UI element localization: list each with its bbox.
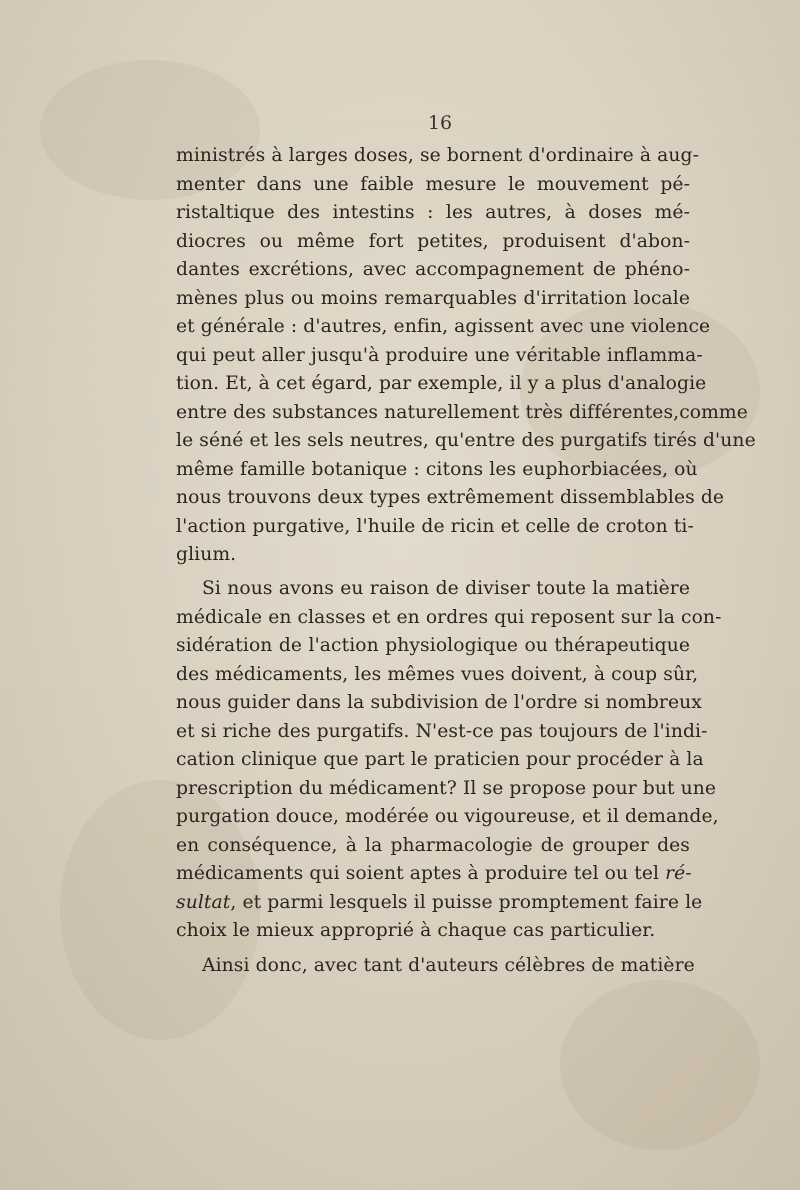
paragraph-1: [176, 142, 756, 570]
text-line: qui peut aller jusqu'à produire une véritable inflamma-: [176, 344, 703, 366]
text-line: même famille botanique : citons les euphorbiacées, où: [176, 458, 698, 480]
text-line: Ainsi donc, avec tant d'auteurs célèbres de matière: [202, 955, 695, 976]
text-line: ristaltique des intestins : les autres, à doses mé-: [176, 202, 690, 223]
text-line: l'action purgative, l'huile de ricin et celle de croton ti-: [176, 515, 694, 537]
text-line: dantes excrétions, avec accompagnement de phéno-: [176, 259, 690, 280]
paragraph-3: [176, 952, 695, 981]
text-line-with-italic: [176, 860, 690, 889]
text-line: en conséquence, à la pharmacologie de grouper des: [176, 834, 690, 856]
paper-stain: [560, 980, 760, 1150]
text-line: mènes plus ou moins remarquables d'irritation locale: [176, 287, 690, 309]
text-line: et générale : d'autres, enfin, agissent avec une violence: [176, 316, 711, 337]
text-line: menter dans une faible mesure le mouvement pé-: [176, 173, 690, 195]
text-line: tion. Et, à cet égard, par exemple, il y a plus d'analogie: [176, 373, 707, 394]
text-line: des médicaments, les mêmes vues doivent, à coup sûr,: [176, 663, 699, 685]
text-line: et si riche des purgatifs. N'est-ce pas toujours de l'indi-: [176, 720, 708, 742]
text-line: nous guider dans la subdivision de l'ordre si nombreux: [176, 692, 702, 713]
italic-word: ré-: [665, 863, 692, 884]
text-line: entre des substances naturellement très différentes,comme: [176, 401, 748, 423]
text-line: glium.: [176, 544, 237, 565]
text-line: ministrés à larges doses, se bornent d'ordinaire à aug-: [176, 145, 700, 166]
text-line: prescription du médicament? Il se propose pour but une: [176, 777, 717, 799]
text-line: cation clinique que part le praticien pour procéder à la: [176, 749, 704, 770]
text-fragment: médicaments qui soient aptes à produire tel ou tel: [176, 863, 666, 884]
text-line: le séné et les sels neutres, qu'entre des purgatifs tirés d'une: [176, 430, 756, 451]
text-line: sidération de l'action physiologique ou thérapeutique: [176, 635, 690, 656]
text-line: nous trouvons deux types extrêmement dissemblables de: [176, 487, 725, 508]
text-line: diocres ou même fort petites, produisent d'abon-: [176, 230, 690, 252]
text-fragment: , et parmi lesquels il puisse promptement faire le: [230, 891, 703, 913]
italic-word: sultat: [176, 891, 231, 913]
text-line: purgation douce, modérée ou vigoureuse, et il demande,: [176, 806, 719, 827]
page-number: 16: [427, 112, 453, 134]
text-line: Si nous avons eu raison de diviser toute la matière: [202, 578, 690, 599]
text-line-with-italic: [176, 889, 703, 918]
paragraph-2: [176, 575, 722, 946]
text-line: choix le mieux approprié à chaque cas particulier.: [176, 920, 656, 941]
text-line: médicale en classes et en ordres qui reposent sur la con-: [176, 606, 722, 628]
